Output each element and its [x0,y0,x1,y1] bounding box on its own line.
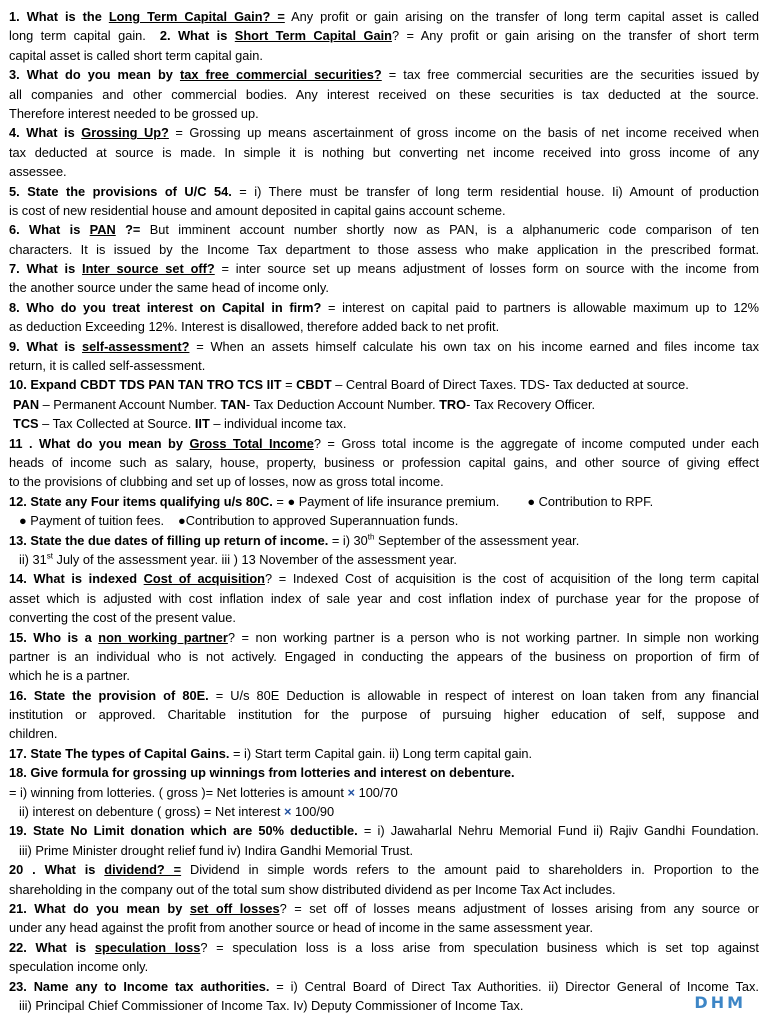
q4-line-3: assessee. [9,164,67,180]
q23-question: 23. Name any to Income tax authorities. [9,978,270,994]
q14-line-3: converting the cost of the present value. [9,610,236,626]
multiply-icon: × [283,804,292,820]
q20-line-2: shareholding in the company out of the total sum show distributed dividend as per Income Tax Act includes. [9,881,616,897]
q8-line-2: as deduction Exceeding 12%. Interest is disallowed, therefore added back to net profit. [9,319,500,335]
q6-question: 6. What is PAN ?= [9,222,141,238]
q16-line-1: 16. State the provision of 80E. = U/s 80E Deduction is allowable in respect of interest on loan taken from any financial [9,687,759,703]
q10-line-1: 10. Expand CBDT TDS PAN TAN TRO TCS IIT = CBDT – Central Board of Direct Taxes. TDS- Tax deducted at source. [9,377,689,393]
q5-line-1: 5. State the provisions of U/C 54. = i) There must be transfer of long term residential house. Ii) Amount of production [9,183,759,199]
q18-line-1 [9,763,759,782]
bullet-icon: ● [287,493,296,509]
q11-line-1: 11 . What do you mean by Gross Total Income? = Gross total income is the aggregate of income computed under each [9,435,759,451]
q15-line-1: 15. Who is a non working partner? = non working partner is a person who is not working partner. In simple non working [9,629,759,645]
q3-line-1: 3. What do you mean by tax free commercial securities? = tax free commercial securities are the securities issued by [9,67,759,83]
q7-line-2: the another source under the same head of income only. [9,280,329,296]
q18-line-2: = i) winning from lotteries. ( gross )= Net lotteries is amount × 100/70 [9,784,398,800]
q1-line-1: 1. What is the Long Term Capital Gain? = Any profit or gain arising on the transfer of long term capital asset is called [9,9,759,24]
q12-line-2: ● Payment of tuition fees. ●Contribution to approved Superannuation funds. [19,513,459,529]
q10-line-3: TCS – Tax Collected at Source. IIT – individual income tax. [13,416,347,432]
q14-line-1: 14. What is indexed Cost of acquisition? = Indexed Cost of acquisition is the cost of acquisition of the long term capital [9,571,759,587]
q17-line-1: 17. State The types of Capital Gains. = i) Start term Capital gain. ii) Long term capital gain. [9,745,533,761]
q18-question: 18. Give formula for grossing up winnings from lotteries and interest on debenture. [9,765,515,781]
q3-question: 3. What do you mean by tax free commercial securities? [9,67,382,83]
q10-question: 10. Expand CBDT TDS PAN TAN TRO TCS IIT [9,377,282,393]
q2-question: 2. What is Short Term Capital Gain [159,28,392,44]
q7-line-1: 7. What is Inter source set off? = inter source set up means adjustment of losses form on source with the income from [9,261,759,277]
q11-line-2: heads of income such as salary, house, property, business or profession capital gains, and other source of giving effect [9,454,759,470]
q14-question: 14. What is indexed Cost of acquisition [9,571,265,587]
q15-question: 15. Who is a non working partner [9,629,228,645]
bullet-icon: ● [178,513,186,529]
q6-line-1: 6. What is PAN ?= But imminent account number shortly now as PAN, is a alphanumeric code comparison of ten [9,222,759,238]
q3-line-3: Therefore interest needed to be grossed up. [9,105,259,121]
q3-line-2: all companies and other commercial bodies. Any interest received on these securities is tax deducted at the source. [9,86,759,102]
q4-question: 4. What is Grossing Up? [9,125,169,141]
q20-question: 20 . What is dividend? = [9,862,182,878]
q8-question: 8. Who do you treat interest on Capital in firm? [9,299,322,315]
q2-line-2: capital asset is called short term capital gain. [9,47,263,63]
q9-line-1: 9. What is self-assessment? = When an assets himself calculate his own tax on his income earned and files income tax [9,338,759,354]
q13-line-2: ii) 31st July of the assessment year. iii ) 13 November of the assessment year. [19,551,457,567]
q21-line-1: 21. What do you mean by set off losses? = set off of losses means adjustment of losses arising from any source or [9,900,759,916]
bullet-icon: ● [19,513,27,529]
q5-line-2: is cost of new residential house and amount deposited in capital gains account scheme. [9,202,506,218]
q11-line-3: to the provisions of clubbing and set up of losses, now as gross total income. [9,474,444,490]
q13-question: 13. State the due dates of filling up return of income. [9,532,329,548]
dhm-watermark: DHM [694,993,746,1012]
q19-line-1: 19. State No Limit donation which are 50% deductible. = i) Jawaharlal Nehru Memorial Fund ii) Rajiv Gandhi Foundation. [9,823,759,839]
q23-line-2: iii) Principal Chief Commissioner of Income Tax. Iv) Deputy Commissioner of Income Tax. [19,997,524,1013]
q12-question: 12. State any Four items qualifying u/s 80C. [9,493,273,509]
q21-line-2: under any head against the profit from another source or head of income in the same assessment year. [9,920,594,936]
q16-line-2: institution or approved. Charitable institution for the purpose of pursuing higher education of self, suppose and [9,707,759,723]
q12-line-1: 12. State any Four items qualifying u/s 80C. = ● Payment of life insurance premium. ● Contribution to RPF. [9,493,654,509]
q9-question: 9. What is self-assessment? [9,338,190,354]
q4-line-2: tax deducted at source is made. In simple it is nothing but converting net income received into gross income of any [9,144,759,160]
q9-line-2: return, it is called self-assessment. [9,358,206,374]
bullet-icon: ● [527,493,536,509]
q15-line-2: partner is an individual who is not actively. Engaged in conducting the appears of the business on proportion of firm of [9,648,759,664]
q18-line-3: ii) interest on debenture ( gross) = Net interest × 100/90 [19,804,335,820]
q22-line-1: 22. What is speculation loss? = speculation loss is a loss arise from speculation business which is set top against [9,939,759,955]
multiply-icon: × [347,784,356,800]
q22-line-2: speculation income only. [9,959,149,975]
q1-question: 1. What is the Long Term Capital Gain? = [9,9,285,24]
q6-line-2: characters. It is issued by the Income Tax department to those assess who make application in the prescribed format. [9,241,759,257]
q19-question: 19. State No Limit donation which are 50% deductible. [9,823,358,839]
q5-question: 5. State the provisions of U/C 54. [9,183,232,199]
q19-line-2: iii) Prime Minister drought relief fund iv) Indira Gandhi Memorial Trust. [19,842,413,858]
q7-question: 7. What is Inter source set off? [9,261,215,277]
q10-line-2: PAN – Permanent Account Number. TAN- Tax Deduction Account Number. TRO- Tax Recovery Officer. [13,396,596,412]
q11-question: 11 . What do you mean by Gross Total Income [9,435,314,451]
q14-line-2: asset which is adjusted with cost inflation index of sale year and cost inflation index of purchase year for the propose of [9,590,759,606]
q8-line-1: 8. Who do you treat interest on Capital in firm? = interest on capital paid to partners is allowable maximum up to 12% [9,299,759,315]
q1-q2-line: long term capital gain. 2. What is Short Term Capital Gain? = Any profit or gain arising on the transfer of short term [9,28,759,44]
q4-line-1: 4. What is Grossing Up? = Grossing up means ascertainment of gross income on the basis of net income received when [9,125,759,141]
q22-question: 22. What is speculation loss [9,939,201,955]
q16-question: 16. State the provision of 80E. [9,687,209,703]
q15-line-3: which he is a partner. [9,668,130,684]
q21-question: 21. What do you mean by set off losses [9,900,280,916]
q17-question: 17. State The types of Capital Gains. [9,745,230,761]
q23-line-1: 23. Name any to Income tax authorities. = i) Central Board of Direct Tax Authorities. ii) Director General of Income Tax. [9,978,759,994]
q13-line-1: 13. State the due dates of filling up return of income. = i) 30th September of the assessment year. [9,532,580,548]
q16-line-3: children. [9,726,58,742]
q20-line-1: 20 . What is dividend? = Dividend in simple words refers to the amount paid to shareholders in. Proportion to the [9,862,759,878]
